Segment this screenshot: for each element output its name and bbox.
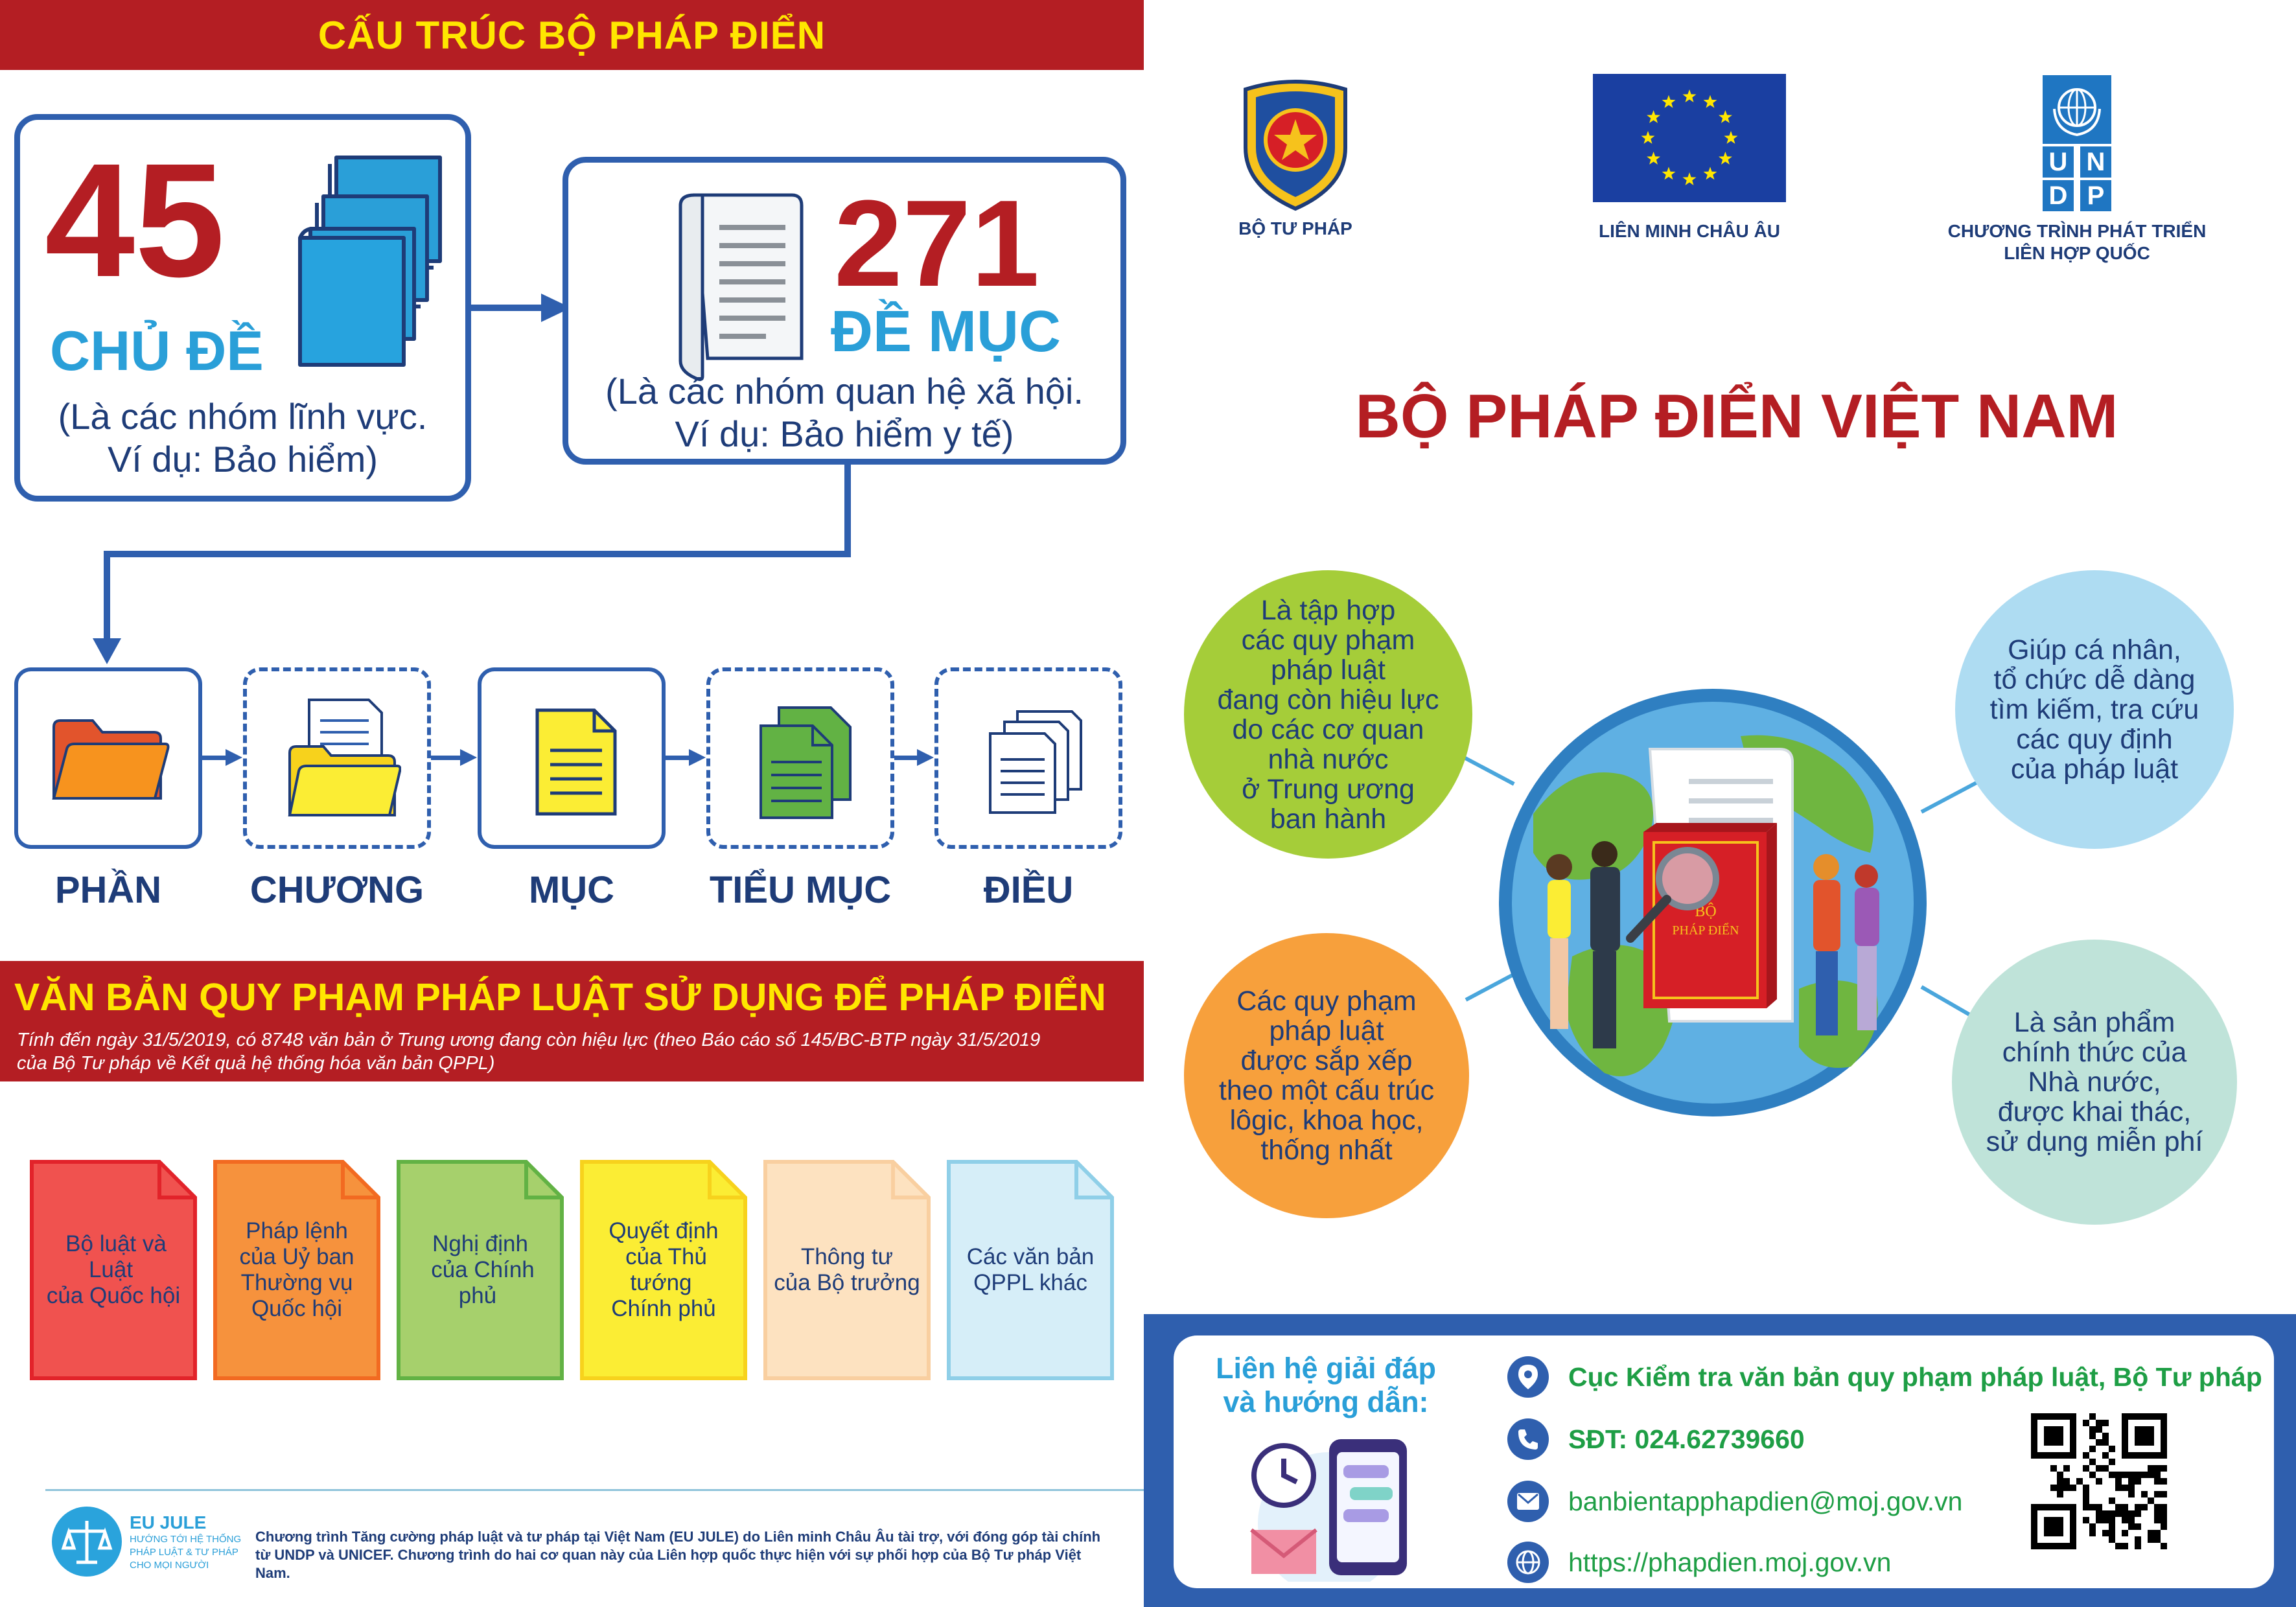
eu-star-icon bbox=[1724, 131, 1738, 144]
eu-star-icon bbox=[1719, 110, 1732, 123]
topics-word: CHỦ ĐỀ bbox=[50, 320, 264, 382]
contact-row-website bbox=[1507, 1542, 1891, 1583]
doc-type-line: Pháp lệnh bbox=[246, 1218, 348, 1243]
level-label-tieu-muc: TIỂU MỤC bbox=[709, 869, 892, 911]
bubble-structure bbox=[1184, 933, 1469, 1218]
scales-icon bbox=[52, 1507, 122, 1577]
eu-star-icon bbox=[1647, 110, 1660, 123]
level-label-muc: MỤC bbox=[528, 869, 615, 911]
bubble-definition-line: ở Trung ương bbox=[1242, 773, 1415, 805]
doc-types-row bbox=[0, 1160, 1144, 1387]
book-title-line-1: BỘ bbox=[1695, 903, 1717, 920]
scroll-icon bbox=[669, 189, 805, 383]
undp-label-2: LIÊN HỢP QUỐC bbox=[2004, 243, 2150, 263]
phone-number[interactable]: SĐT: 024.62739660 bbox=[1568, 1424, 1805, 1454]
bubble-structure-line: theo một cấu trúc bbox=[1218, 1075, 1435, 1106]
legal-docs-title: VĂN BẢN QUY PHẠM PHÁP LUẬT SỬ DỤNG ĐỂ PHÁP ĐIỂN bbox=[14, 976, 1106, 1019]
bubble-structure-line: thống nhất bbox=[1260, 1135, 1393, 1166]
headings-desc-1: (Là các nhóm quan hệ xã hội. bbox=[605, 371, 1084, 411]
contact-card bbox=[1174, 1335, 2274, 1588]
bubble-purpose bbox=[1955, 570, 2234, 849]
ministry-of-justice-emblem bbox=[1236, 76, 1354, 213]
bubble-purpose-line: của pháp luật bbox=[2010, 754, 2179, 785]
eu-star-icon bbox=[1704, 167, 1717, 179]
doc-type-label bbox=[580, 1218, 747, 1322]
topics-desc-2: Ví dụ: Bảo hiểm) bbox=[107, 439, 378, 480]
contact-heading bbox=[1174, 1352, 1478, 1419]
eu-jule-name: EU JULE bbox=[130, 1512, 207, 1532]
topics-number: 45 bbox=[45, 130, 226, 310]
doc-type-card bbox=[763, 1160, 931, 1380]
doc-type-card bbox=[947, 1160, 1114, 1380]
headings-box bbox=[562, 157, 1126, 465]
topics-desc-1: (Là các nhóm lĩnh vực. bbox=[58, 396, 428, 437]
phone-chat-illustration bbox=[1225, 1426, 1439, 1582]
eu-star-icon bbox=[1683, 172, 1697, 185]
book-title-line-2: PHÁP ĐIỂN bbox=[1672, 923, 1739, 938]
undp-letter-p: P bbox=[2080, 180, 2111, 211]
bubble-free-use-line: Nhà nước, bbox=[2028, 1067, 2161, 1098]
bubble-structure-line: pháp luật bbox=[1269, 1015, 1384, 1046]
contact-row-phone bbox=[1507, 1418, 1805, 1460]
legal-docs-header bbox=[0, 961, 1144, 1081]
moj-label: BỘ TƯ PHÁP bbox=[1238, 218, 1352, 238]
doc-type-card bbox=[213, 1160, 380, 1380]
eu-flag bbox=[1593, 74, 1786, 202]
contact-panel bbox=[1144, 1314, 2296, 1607]
headings-number: 271 bbox=[834, 175, 1040, 312]
eu-star-icon bbox=[1662, 167, 1676, 179]
bubble-free-use bbox=[1952, 940, 2237, 1225]
doc-type-card bbox=[30, 1160, 197, 1380]
arrow-level-3 bbox=[666, 756, 690, 760]
eu-star-icon bbox=[1719, 152, 1732, 165]
doc-type-line: Thông tư bbox=[800, 1244, 894, 1269]
bubble-definition-line: do các cơ quan bbox=[1232, 713, 1424, 745]
contact-heading-line-1: Liên hệ giải đáp bbox=[1215, 1352, 1437, 1385]
undp-label-1: CHƯƠNG TRÌNH PHÁT TRIỂN bbox=[1947, 221, 2207, 241]
bubble-definition-line: ban hành bbox=[1270, 803, 1387, 835]
topics-box bbox=[14, 114, 471, 502]
bubble-purpose-line: Giúp cá nhân, bbox=[2008, 634, 2181, 665]
arrow-down-icon bbox=[93, 638, 121, 664]
level-label-chuong: CHƯƠNG bbox=[249, 869, 424, 911]
connector-vertical-2 bbox=[104, 551, 110, 642]
structure-header bbox=[0, 0, 1144, 70]
connector-horizontal bbox=[104, 551, 851, 557]
level-box-chuong bbox=[243, 667, 431, 849]
eu-star-icon bbox=[1641, 131, 1655, 144]
undp-letter-n: N bbox=[2080, 146, 2111, 178]
eu-star-icon bbox=[1662, 95, 1676, 108]
arrow-head-icon bbox=[226, 749, 242, 766]
doc-type-line: Bộ luật và Luật bbox=[65, 1231, 167, 1282]
legal-docs-note-2: của Bộ Tư pháp về Kết quả hệ thống hóa văn bản QPPL) bbox=[17, 1053, 495, 1074]
doc-type-line: Quyết định bbox=[609, 1218, 719, 1243]
eu-star-icon bbox=[1683, 89, 1697, 102]
arrow-head-icon bbox=[917, 749, 934, 766]
doc-type-label bbox=[229, 1218, 364, 1322]
phone-icon bbox=[1507, 1418, 1549, 1460]
bubble-free-use-line: sử dụng miễn phí bbox=[1986, 1126, 2203, 1157]
arrow-head-icon bbox=[460, 749, 477, 766]
eu-jule-tagline: HƯỚNG TỚI HỆ THỐNG PHÁP LUẬT & TƯ PHÁP CHO MỌI NGƯỜI bbox=[130, 1534, 242, 1571]
doc-type-label bbox=[763, 1244, 930, 1296]
bubble-definition bbox=[1184, 570, 1472, 859]
globe-illustration bbox=[1494, 684, 1931, 1121]
eu-label: LIÊN MINH CHÂU ÂU bbox=[1599, 221, 1780, 241]
level-box-tieu-muc bbox=[706, 667, 894, 849]
document-icon bbox=[532, 705, 620, 819]
stacked-pages-icon bbox=[981, 708, 1085, 818]
bubble-purpose-line: các quy định bbox=[2016, 724, 2173, 755]
bubble-purpose-line: tìm kiếm, tra cứu bbox=[1989, 694, 2199, 725]
doc-type-line: Chính phủ bbox=[611, 1296, 716, 1321]
arrow-head-icon bbox=[689, 749, 706, 766]
doc-type-line: Quốc hội bbox=[251, 1296, 343, 1321]
doc-type-line: của Bộ trưởng bbox=[774, 1270, 920, 1295]
doc-type-label bbox=[397, 1231, 564, 1309]
website-url[interactable]: https://phapdien.moj.gov.vn bbox=[1568, 1547, 1892, 1577]
undp-letter-u: U bbox=[2043, 146, 2074, 178]
level-box-muc bbox=[478, 667, 666, 849]
contact-heading-line-2: và hướng dẫn: bbox=[1223, 1385, 1429, 1418]
un-emblem bbox=[2043, 75, 2111, 144]
level-box-dieu bbox=[934, 667, 1122, 849]
doc-type-label bbox=[957, 1244, 1105, 1296]
bubble-definition-line: nhà nước bbox=[1268, 743, 1389, 775]
bubble-free-use-line: được khai thác, bbox=[1997, 1096, 2192, 1127]
eu-star-icon bbox=[1647, 152, 1660, 165]
globe-wreath-icon bbox=[2043, 75, 2111, 144]
doc-type-line: của Thủ tướng bbox=[625, 1244, 707, 1295]
structure-title: CẤU TRÚC BỘ PHÁP ĐIỂN bbox=[318, 13, 826, 57]
level-label-dieu: ĐIỀU bbox=[983, 869, 1074, 911]
doc-type-line: của Quốc hội bbox=[46, 1283, 181, 1308]
undp-logo bbox=[2043, 75, 2111, 211]
eu-jule-logo bbox=[52, 1507, 122, 1577]
bubble-definition-line: pháp luật bbox=[1271, 654, 1386, 686]
arrow-level-1 bbox=[202, 756, 228, 760]
bubble-definition-line: Là tập hợp bbox=[1260, 594, 1396, 626]
documents-icon bbox=[754, 702, 858, 823]
arrow-level-4 bbox=[894, 756, 918, 760]
bubble-free-use-line: Là sản phẩm bbox=[2013, 1007, 2175, 1038]
legal-docs-note-1: Tính đến ngày 31/5/2019, có 8748 văn bản ở Trung ương đang còn hiệu lực (theo Báo cáo số 145/BC-BTP ngày 31/5/2019 bbox=[17, 1030, 1041, 1050]
doc-type-line: Thường vụ bbox=[240, 1270, 353, 1295]
headings-desc-2: Ví dụ: Bảo hiểm y tế) bbox=[675, 413, 1014, 454]
level-label-phan: PHẦN bbox=[54, 869, 162, 911]
folder-documents-icon bbox=[284, 695, 401, 824]
arrow-level-2 bbox=[431, 756, 460, 760]
bubble-purpose-line: tổ chức dễ dàng bbox=[1993, 664, 2196, 695]
agency-name: Cục Kiểm tra văn bản quy phạm pháp luật, Bộ Tư pháp bbox=[1568, 1361, 2262, 1392]
contact-row-address bbox=[1507, 1356, 2262, 1398]
bubble-structure-line: lôgic, khoa học, bbox=[1229, 1105, 1424, 1136]
undp-letter-d: D bbox=[2043, 180, 2074, 211]
doc-type-label bbox=[30, 1231, 197, 1309]
eu-stars-icon bbox=[1593, 74, 1786, 202]
doc-type-line: của Uỷ ban bbox=[239, 1244, 354, 1269]
footer-divider bbox=[45, 1489, 1147, 1491]
connector-vertical-1 bbox=[844, 465, 851, 557]
eu-star-icon bbox=[1704, 95, 1717, 108]
bubble-structure-line: được sắp xếp bbox=[1240, 1045, 1413, 1076]
location-pin-icon bbox=[1507, 1356, 1549, 1398]
bubble-free-use-line: chính thức của bbox=[2002, 1037, 2187, 1068]
doc-type-card bbox=[397, 1160, 564, 1380]
doc-type-line: Nghị định bbox=[432, 1231, 528, 1256]
bubble-definition-line: đang còn hiệu lực bbox=[1217, 684, 1439, 715]
doc-type-line: Các văn bản bbox=[966, 1244, 1095, 1269]
level-box-phan bbox=[14, 667, 202, 849]
doc-type-line: của Chính phủ bbox=[431, 1257, 535, 1308]
doc-type-line: QPPL khác bbox=[973, 1270, 1087, 1295]
bubble-structure-line: Các quy phạm bbox=[1236, 986, 1417, 1017]
headings-word: ĐỀ MỤC bbox=[831, 299, 1061, 364]
doc-type-card bbox=[580, 1160, 747, 1380]
globe-icon bbox=[1507, 1542, 1549, 1583]
email-icon bbox=[1507, 1481, 1549, 1522]
bubble-definition-line: các quy phạm bbox=[1241, 624, 1415, 656]
contact-row-email bbox=[1507, 1481, 1962, 1522]
email-address[interactable]: banbientapphapdien@moj.gov.vn bbox=[1568, 1486, 1963, 1516]
funding-note: Chương trình Tăng cường pháp luật và tư pháp tại Việt Nam (EU JULE) do Liên minh Châu Âu tài trợ, với đóng góp tài chính từ UNDP và UNICEF. Chương trình do hai cơ quan này của Liên hợp quốc thực hiện với sự phối hợp của Bộ Tư pháp Việt Nam. bbox=[255, 1529, 1101, 1581]
qr-code[interactable] bbox=[2031, 1413, 2167, 1549]
main-title: BỘ PHÁP ĐIỂN VIỆT NAM bbox=[1355, 382, 2118, 451]
folder-icon bbox=[47, 714, 170, 811]
arrow-topics-headings bbox=[471, 305, 548, 311]
books-icon bbox=[291, 151, 453, 371]
